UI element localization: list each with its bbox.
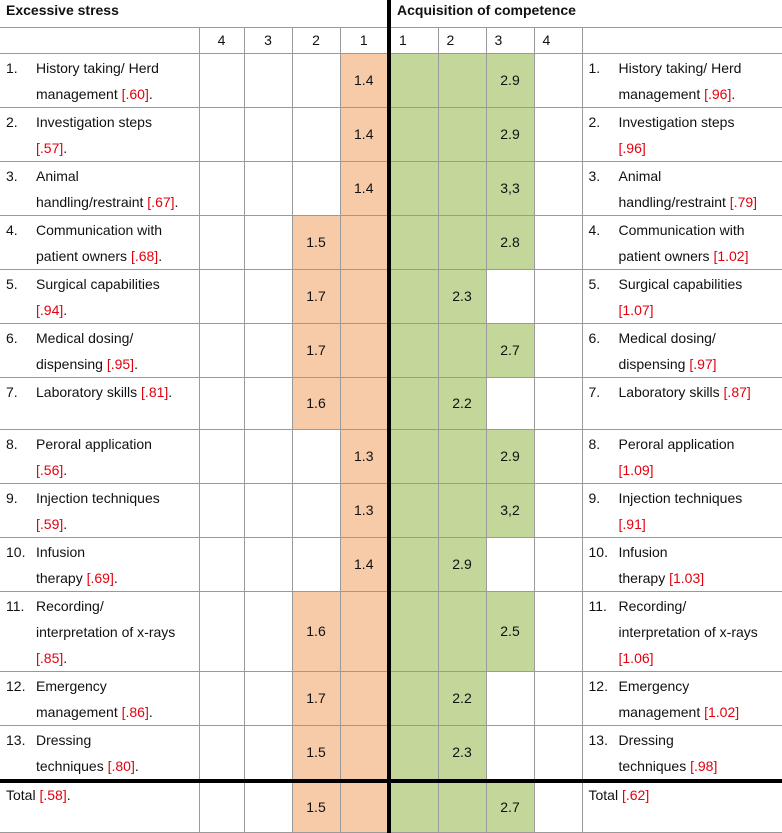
- competence-cell: [534, 429, 582, 483]
- item-label-line2: therapy: [36, 569, 87, 586]
- stress-cell: [340, 671, 389, 725]
- competence-cell: [389, 161, 438, 215]
- competence-cell: [534, 537, 582, 591]
- item-sd: [.68]: [130, 247, 159, 264]
- item-label-line1: Communication with: [36, 221, 163, 238]
- item-punct: .: [63, 461, 68, 478]
- stress-cell: [340, 781, 389, 833]
- item-label-line1: Dressing: [618, 731, 674, 748]
- stress-cell: [340, 323, 389, 377]
- stress-scale-3: 3: [244, 27, 292, 53]
- item-label-line1: Emergency: [618, 677, 690, 694]
- item-label-line1: History taking/ Herd: [618, 59, 742, 76]
- competence-cell: [389, 107, 438, 161]
- stress-score: 1.7: [292, 269, 340, 323]
- competence-cell: [534, 107, 582, 161]
- competence-cell: [534, 323, 582, 377]
- competence-score: 3,2: [486, 483, 534, 537]
- item-number: 12.: [6, 677, 26, 694]
- item-sd: [.86]: [121, 703, 149, 720]
- item-label-line1: Animal: [36, 167, 79, 184]
- table-row: [0, 483, 782, 537]
- stress-cell: [292, 107, 340, 161]
- total-sd: [.62]: [621, 786, 650, 803]
- stress-cell: [199, 161, 244, 215]
- stress-cell: [292, 537, 340, 591]
- stress-score: 1.7: [292, 671, 340, 725]
- stress-cell: [199, 107, 244, 161]
- stress-cell: [199, 591, 244, 671]
- stress-score: 1.5: [292, 215, 340, 269]
- table-row: [0, 591, 782, 671]
- right-item-cell: [582, 269, 782, 323]
- item-sd: [.56]: [36, 461, 64, 478]
- stress-score: 1.5: [292, 725, 340, 781]
- competence-cell: [534, 483, 582, 537]
- item-label-line2: patient owners: [36, 247, 131, 264]
- stress-cell: [244, 483, 292, 537]
- item-label-line2: dispensing: [618, 355, 690, 372]
- item-sd: [.94]: [36, 301, 64, 318]
- right-item-cell: [582, 429, 782, 483]
- left-item-cell: [0, 725, 199, 781]
- item-number: 13.: [6, 731, 26, 748]
- stress-cell: [199, 323, 244, 377]
- competence-cell: [534, 377, 582, 429]
- stress-score: 1.7: [292, 323, 340, 377]
- item-punct: .: [134, 757, 139, 774]
- item-punct: .: [168, 383, 173, 400]
- total-right-cell: [582, 781, 782, 833]
- total-label: Total: [6, 786, 40, 803]
- competence-score: 2.2: [438, 671, 486, 725]
- total-competence-score: 2.7: [486, 781, 534, 833]
- competence-score: 2.3: [438, 725, 486, 781]
- left-item-cell: [0, 671, 199, 725]
- item-punct: .: [63, 515, 68, 532]
- item-sd: [1.02]: [704, 703, 740, 720]
- item-label-line2: techniques: [618, 757, 691, 774]
- table-row: [0, 53, 782, 107]
- item-label-line1: Injection techniques: [618, 489, 743, 506]
- right-item-cell: [582, 53, 782, 107]
- table-row: [0, 215, 782, 269]
- item-sd: [.98]: [690, 757, 718, 774]
- item-sd: [1.09]: [618, 461, 654, 478]
- item-label-line1: Communication with: [618, 221, 745, 238]
- item-number: 13.: [588, 731, 608, 748]
- item-number: 6.: [588, 329, 601, 346]
- table-row: [0, 671, 782, 725]
- stress-score: 1.3: [340, 483, 389, 537]
- stress-score: 1.4: [340, 107, 389, 161]
- competence-cell: [534, 781, 582, 833]
- stress-cell: [199, 537, 244, 591]
- stress-score: 1.3: [340, 429, 389, 483]
- item-sd: [.87]: [723, 383, 751, 400]
- right-item-cell: [582, 323, 782, 377]
- competence-title: Acquisition of competence: [389, 0, 782, 27]
- scale-blank-left: [0, 27, 199, 53]
- stress-cell: [340, 269, 389, 323]
- competence-scale-4: 4: [534, 27, 582, 53]
- right-item-cell: [582, 591, 782, 671]
- item-number: 9.: [6, 489, 18, 506]
- competence-score: 2.9: [438, 537, 486, 591]
- scale-blank-right: [582, 27, 782, 53]
- stress-cell: [292, 161, 340, 215]
- total-punct: .: [66, 786, 71, 803]
- competence-cell: [389, 537, 438, 591]
- item-sd: [.60]: [121, 85, 149, 102]
- item-label-line1: Emergency: [36, 677, 107, 694]
- stress-cell: [199, 725, 244, 781]
- left-item-cell: [0, 107, 199, 161]
- left-item-cell: [0, 161, 199, 215]
- stress-cell: [244, 377, 292, 429]
- stress-cell: [199, 483, 244, 537]
- left-item-cell: [0, 215, 199, 269]
- item-number: 8.: [588, 435, 601, 452]
- table-row: [0, 323, 782, 377]
- competence-cell: [534, 591, 582, 671]
- item-number: 11.: [6, 597, 25, 614]
- competence-score: 2.9: [486, 53, 534, 107]
- item-punct: .: [63, 301, 68, 318]
- item-number: 5.: [588, 275, 601, 292]
- right-item-cell: [582, 161, 782, 215]
- stress-cell: [199, 781, 244, 833]
- item-sd: [1.03]: [669, 569, 705, 586]
- item-label-line1: Peroral application: [618, 435, 735, 452]
- stress-cell: [199, 269, 244, 323]
- total-left-cell: [0, 781, 199, 833]
- competence-cell: [534, 161, 582, 215]
- stress-cell: [292, 483, 340, 537]
- stress-cell: [244, 53, 292, 107]
- competence-cell: [534, 215, 582, 269]
- item-label-line1: Dressing: [36, 731, 92, 748]
- stress-cell: [292, 429, 340, 483]
- stress-cell: [244, 269, 292, 323]
- item-label-line1: Injection techniques: [36, 489, 160, 506]
- item-sd: [.79]: [729, 193, 758, 210]
- competence-cell: [438, 53, 486, 107]
- item-label-line1: Recording/: [36, 597, 104, 614]
- item-sd: [.97]: [689, 355, 717, 372]
- item-label-line1: Recording/: [618, 597, 687, 614]
- competence-cell: [389, 323, 438, 377]
- stress-cell: [340, 215, 389, 269]
- competence-cell: [486, 377, 534, 429]
- left-item-cell: [0, 429, 199, 483]
- competence-cell: [389, 483, 438, 537]
- competence-cell: [389, 781, 438, 833]
- table-row: [0, 269, 782, 323]
- left-item-cell: [0, 483, 199, 537]
- competence-score: 2.8: [486, 215, 534, 269]
- competence-cell: [534, 725, 582, 781]
- stress-cell: [199, 215, 244, 269]
- item-number: 7.: [6, 383, 18, 400]
- item-punct: .: [63, 649, 68, 666]
- item-number: 1.: [6, 59, 18, 76]
- item-number: 11.: [588, 597, 607, 614]
- stress-cell: [244, 671, 292, 725]
- item-number: 10.: [6, 543, 26, 560]
- item-number: 2.: [6, 113, 18, 130]
- item-number: 7.: [588, 383, 601, 400]
- item-label-line2: management: [618, 85, 705, 102]
- competence-cell: [438, 323, 486, 377]
- competence-cell: [438, 483, 486, 537]
- item-label-line1: Infusion: [36, 543, 86, 560]
- competence-scale-2: 2: [438, 27, 486, 53]
- stress-score: 1.6: [292, 377, 340, 429]
- right-item-cell: [582, 215, 782, 269]
- item-label-line2: handling/restraint: [36, 193, 148, 210]
- competence-cell: [486, 671, 534, 725]
- item-label-line2: interpretation of x-rays: [618, 623, 758, 640]
- item-label-line2: patient owners: [618, 247, 714, 264]
- item-sd: [.57]: [36, 139, 64, 156]
- stress-cell: [244, 429, 292, 483]
- left-item-cell: [0, 53, 199, 107]
- competence-score: 2.3: [438, 269, 486, 323]
- item-number: 12.: [588, 677, 608, 694]
- total-label: Total: [588, 786, 622, 803]
- item-number: 10.: [588, 543, 608, 560]
- right-item-cell: [582, 107, 782, 161]
- item-label-line1: Investigation steps: [36, 113, 152, 130]
- competence-score: 2.7: [486, 323, 534, 377]
- item-punct: .: [63, 139, 68, 156]
- left-item-cell: [0, 377, 199, 429]
- competence-cell: [534, 53, 582, 107]
- competence-cell: [534, 269, 582, 323]
- competence-cell: [389, 269, 438, 323]
- left-item-cell: [0, 591, 199, 671]
- competence-cell: [389, 591, 438, 671]
- item-label-line1: Investigation steps: [618, 113, 735, 130]
- stress-cell: [199, 377, 244, 429]
- item-number: 3.: [6, 167, 18, 184]
- item-label-line1: Laboratory skills: [36, 383, 142, 400]
- left-item-cell: [0, 537, 199, 591]
- table-row: [0, 107, 782, 161]
- stress-cell: [199, 429, 244, 483]
- item-label-line2: management: [618, 703, 705, 720]
- table-row: [0, 429, 782, 483]
- competence-cell: [486, 537, 534, 591]
- table-row: [0, 161, 782, 215]
- item-number: 4.: [588, 221, 601, 238]
- competence-cell: [438, 161, 486, 215]
- table-row: [0, 537, 782, 591]
- item-sd: [.91]: [618, 515, 646, 532]
- competence-scale-3: 3: [486, 27, 534, 53]
- item-label-line1: Peroral application: [36, 435, 152, 452]
- item-number: 2.: [588, 113, 601, 130]
- competence-cell: [389, 671, 438, 725]
- stress-scale-4: 4: [199, 27, 244, 53]
- stress-score: 1.4: [340, 53, 389, 107]
- stress-score: 1.6: [292, 591, 340, 671]
- competence-scale-1: 1: [389, 27, 438, 53]
- right-item-cell: [582, 537, 782, 591]
- stress-score: 1.4: [340, 161, 389, 215]
- total-stress-score: 1.5: [292, 781, 340, 833]
- header-row-titles: [0, 0, 782, 27]
- item-label-line2: management: [36, 85, 122, 102]
- item-sd: [.96]: [618, 139, 646, 156]
- competence-cell: [438, 107, 486, 161]
- item-label-line1: Infusion: [618, 543, 668, 560]
- item-punct: .: [731, 85, 736, 102]
- competence-score: 2.9: [486, 107, 534, 161]
- item-label-line2: interpretation of x-rays: [36, 623, 176, 640]
- competence-cell: [389, 53, 438, 107]
- item-sd: [.95]: [106, 355, 135, 372]
- competence-cell: [389, 429, 438, 483]
- stress-score: 1.4: [340, 537, 389, 591]
- stress-title: Excessive stress: [0, 0, 389, 27]
- item-label-line2: therapy: [618, 569, 670, 586]
- item-number: 6.: [6, 329, 18, 346]
- item-sd: [1.02]: [713, 247, 749, 264]
- stress-cell: [292, 53, 340, 107]
- stress-cell: [244, 323, 292, 377]
- total-sd: [.58]: [39, 786, 67, 803]
- competence-cell: [486, 269, 534, 323]
- item-punct: .: [113, 569, 118, 586]
- stress-cell: [244, 161, 292, 215]
- item-label-line2: techniques: [36, 757, 108, 774]
- competence-cell: [389, 377, 438, 429]
- item-label-line1: History taking/ Herd: [36, 59, 159, 76]
- item-punct: .: [148, 703, 153, 720]
- total-row: [0, 781, 782, 833]
- item-label-line1: Surgical capabilities: [36, 275, 160, 292]
- item-sd: [.80]: [107, 757, 135, 774]
- item-sd: [1.07]: [618, 301, 654, 318]
- item-label-line2: handling/restraint: [618, 193, 730, 210]
- stress-cell: [244, 725, 292, 781]
- stress-cell: [244, 107, 292, 161]
- item-number: 9.: [588, 489, 601, 506]
- left-item-cell: [0, 269, 199, 323]
- item-sd: [.96]: [704, 85, 732, 102]
- competence-cell: [389, 725, 438, 781]
- item-label-line1: Laboratory skills: [618, 383, 724, 400]
- competence-score: 2.5: [486, 591, 534, 671]
- stress-cell: [244, 215, 292, 269]
- right-item-cell: [582, 483, 782, 537]
- stress-cell: [199, 671, 244, 725]
- item-number: 3.: [588, 167, 601, 184]
- stress-cell: [340, 725, 389, 781]
- competence-cell: [438, 215, 486, 269]
- item-sd: [.67]: [147, 193, 175, 210]
- item-label-line1: Medical dosing/: [36, 329, 134, 346]
- table-row: [0, 725, 782, 781]
- left-item-cell: [0, 323, 199, 377]
- item-sd: [.59]: [36, 515, 64, 532]
- item-number: 5.: [6, 275, 18, 292]
- item-sd: [.69]: [86, 569, 114, 586]
- competence-score: 2.9: [486, 429, 534, 483]
- right-item-cell: [582, 377, 782, 429]
- competence-cell: [389, 215, 438, 269]
- stress-scale-1: 1: [340, 27, 389, 53]
- item-punct: .: [148, 85, 153, 102]
- item-sd: [.85]: [36, 649, 64, 666]
- item-label-line1: Medical dosing/: [618, 329, 716, 346]
- stress-cell: [199, 53, 244, 107]
- item-label-line2: management: [36, 703, 122, 720]
- competence-cell: [486, 725, 534, 781]
- competence-cell: [534, 671, 582, 725]
- competence-score: 2.2: [438, 377, 486, 429]
- item-label-line2: dispensing: [36, 355, 107, 372]
- item-label-line1: Animal: [618, 167, 662, 184]
- right-item-cell: [582, 671, 782, 725]
- stress-cell: [244, 781, 292, 833]
- stress-cell: [244, 591, 292, 671]
- item-number: 8.: [6, 435, 18, 452]
- stress-scale-2: 2: [292, 27, 340, 53]
- item-number: 1.: [588, 59, 601, 76]
- competence-cell: [438, 591, 486, 671]
- competence-cell: [438, 429, 486, 483]
- header-row-scale: [0, 27, 782, 53]
- item-punct: .: [174, 193, 179, 210]
- item-number: 4.: [6, 221, 18, 238]
- item-sd: [.81]: [141, 383, 169, 400]
- item-sd: [1.06]: [618, 649, 654, 666]
- competence-score: 3,3: [486, 161, 534, 215]
- stress-cell: [340, 377, 389, 429]
- item-label-line1: Surgical capabilities: [618, 275, 743, 292]
- right-item-cell: [582, 725, 782, 781]
- item-punct: .: [158, 247, 163, 264]
- stress-cell: [340, 591, 389, 671]
- table-row: [0, 377, 782, 429]
- competence-cell: [438, 781, 486, 833]
- stress-cell: [244, 537, 292, 591]
- item-punct: .: [134, 355, 138, 372]
